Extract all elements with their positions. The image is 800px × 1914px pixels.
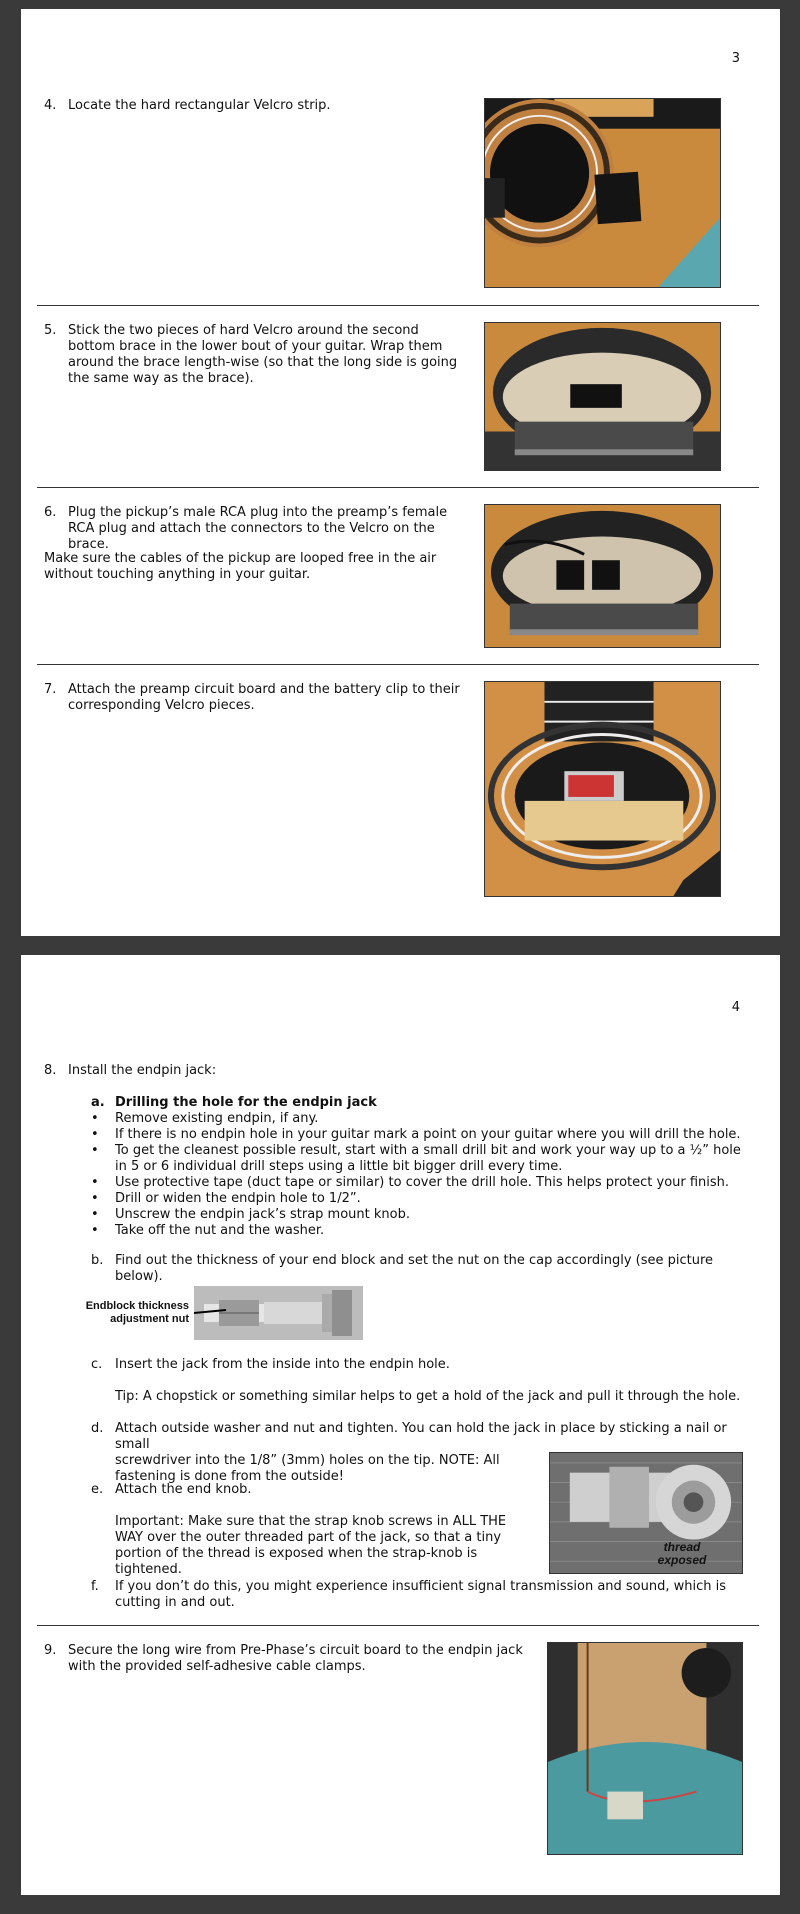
step-4 bbox=[44, 98, 464, 114]
substep-letter: c. bbox=[91, 1357, 103, 1372]
bullet-item bbox=[91, 1111, 761, 1127]
bullet-mark: • bbox=[91, 1207, 99, 1222]
substep-text: Find out the thickness of your end block and set the nut on the cap accordingly (see picture below). bbox=[115, 1253, 714, 1284]
substep-e bbox=[91, 1482, 531, 1498]
step-6-note: Make sure the cables of the pickup are looped free in the air without touching anything in your guitar. bbox=[44, 551, 437, 582]
label-line: adjustment nut bbox=[110, 1313, 189, 1325]
tip-text: Tip: A chopstick or something similar helps to get a hold of the jack and pull it through the hole. bbox=[115, 1389, 741, 1404]
label-line: thread bbox=[663, 1540, 701, 1554]
bullet-mark: • bbox=[91, 1175, 99, 1190]
text-line: Attach outside washer and nut and tighten. You can hold the jack in place by sticking a nail or small bbox=[115, 1421, 727, 1452]
section-divider bbox=[37, 664, 759, 665]
bullet-item bbox=[91, 1207, 761, 1223]
label-line: exposed bbox=[657, 1553, 707, 1567]
substep-text: Attach the end knob. bbox=[115, 1482, 252, 1497]
page-number: 4 bbox=[731, 1000, 740, 1015]
photo-velcro-on-brace bbox=[484, 322, 721, 471]
substep-c bbox=[91, 1357, 761, 1373]
photo-velcro-strip bbox=[484, 98, 721, 288]
step-text: Locate the hard rectangular Velcro strip. bbox=[68, 98, 331, 113]
bullet-text: Drill or widen the endpin hole to 1/2”. bbox=[115, 1191, 361, 1206]
substep-b bbox=[91, 1253, 761, 1285]
bullet-text: If there is no endpin hole in your guitar mark a point on your guitar where you will drill the hole. bbox=[115, 1127, 741, 1142]
bullet-mark: • bbox=[91, 1191, 99, 1206]
substep-f bbox=[91, 1579, 731, 1611]
photo-preamp-installed bbox=[484, 681, 721, 897]
step-7 bbox=[44, 682, 464, 714]
document-page-4 bbox=[21, 955, 780, 1895]
photo-wire-clamps bbox=[547, 1642, 743, 1855]
bullet-item bbox=[91, 1127, 761, 1143]
bullet-text: Use protective tape (duct tape or similar) to cover the drill hole. This helps protect your finish. bbox=[115, 1175, 730, 1190]
bullet-mark: • bbox=[91, 1111, 99, 1126]
bullet-item bbox=[91, 1143, 761, 1175]
step-number: 5. bbox=[44, 323, 57, 338]
step-8 bbox=[44, 1063, 444, 1079]
bullet-text: Unscrew the endpin jack’s strap mount knob. bbox=[115, 1207, 410, 1222]
bullet-item bbox=[91, 1175, 761, 1191]
bullet-text: Take off the nut and the washer. bbox=[115, 1223, 325, 1238]
bullet-mark: • bbox=[91, 1127, 99, 1142]
jack-adjustment-label bbox=[71, 1300, 189, 1326]
step-number: 8. bbox=[44, 1063, 57, 1078]
substep-letter: d. bbox=[91, 1421, 104, 1436]
section-divider bbox=[37, 1625, 759, 1626]
step-number: 6. bbox=[44, 505, 57, 520]
substep-letter: a. bbox=[91, 1095, 105, 1110]
step-text: Attach the preamp circuit board and the battery clip to their corresponding Velcro pieces. bbox=[68, 682, 460, 713]
step-number: 9. bbox=[44, 1643, 57, 1658]
photo-endpin-jack bbox=[194, 1286, 363, 1340]
step-5 bbox=[44, 323, 464, 387]
substep-text: Insert the jack from the inside into the endpin hole. bbox=[115, 1357, 450, 1372]
text-line: screwdriver into the 1/8” (3mm) holes on the tip. NOTE: All bbox=[115, 1453, 500, 1468]
bullet-mark: • bbox=[91, 1223, 99, 1238]
substep-a bbox=[91, 1095, 761, 1111]
step-text: Secure the long wire from Pre-Phase’s circuit board to the endpin jack with the provided self-adhesive cable clamps. bbox=[68, 1643, 523, 1674]
substep-heading: Drilling the hole for the endpin jack bbox=[115, 1095, 377, 1110]
bullet-text: To get the cleanest possible result, start with a small drill bit and work your way up to a ½” hole in 5 or 6 individual drill steps using a little bit bigger drill every time. bbox=[115, 1143, 741, 1174]
bullet-mark: • bbox=[91, 1143, 99, 1158]
step-6 bbox=[44, 505, 474, 553]
section-divider bbox=[37, 305, 759, 306]
text-line: fastening is done from the outside! bbox=[115, 1469, 344, 1484]
step-number: 4. bbox=[44, 98, 57, 113]
document-page-3 bbox=[21, 9, 780, 936]
substep-letter: b. bbox=[91, 1253, 104, 1268]
bullet-item bbox=[91, 1191, 761, 1207]
step-text: Install the endpin jack: bbox=[68, 1063, 217, 1078]
label-line: Endblock thickness bbox=[85, 1300, 189, 1312]
substep-text: If you don’t do this, you might experience insufficient signal transmission and sound, which is cutting in and out. bbox=[115, 1579, 727, 1610]
page-number: 3 bbox=[731, 51, 740, 66]
thread-exposed-label bbox=[642, 1541, 722, 1567]
bullet-item bbox=[91, 1223, 761, 1239]
section-divider bbox=[37, 487, 759, 488]
step-text: Stick the two pieces of hard Velcro around the second bottom brace in the lower bout of your guitar. Wrap them around the brace length-wise (so that the long side is going the same way as the brace). bbox=[68, 323, 458, 386]
step-9 bbox=[44, 1643, 534, 1675]
step-number: 7. bbox=[44, 682, 57, 697]
important-note: Important: Make sure that the strap knob screws in ALL THE WAY over the outer threaded part of the jack, so that a tiny portion of the thread is exposed when the strap-knob is tightened. bbox=[115, 1514, 507, 1577]
photo-rca-connectors bbox=[484, 504, 721, 648]
substep-letter: e. bbox=[91, 1482, 104, 1497]
substep-letter: f. bbox=[91, 1579, 99, 1594]
step-text: Plug the pickup’s male RCA plug into the preamp’s female RCA plug and attach the connectors to the Velcro on the brace. bbox=[68, 505, 448, 552]
bullet-text: Remove existing endpin, if any. bbox=[115, 1111, 319, 1126]
photo-thread-exposed bbox=[549, 1452, 743, 1574]
